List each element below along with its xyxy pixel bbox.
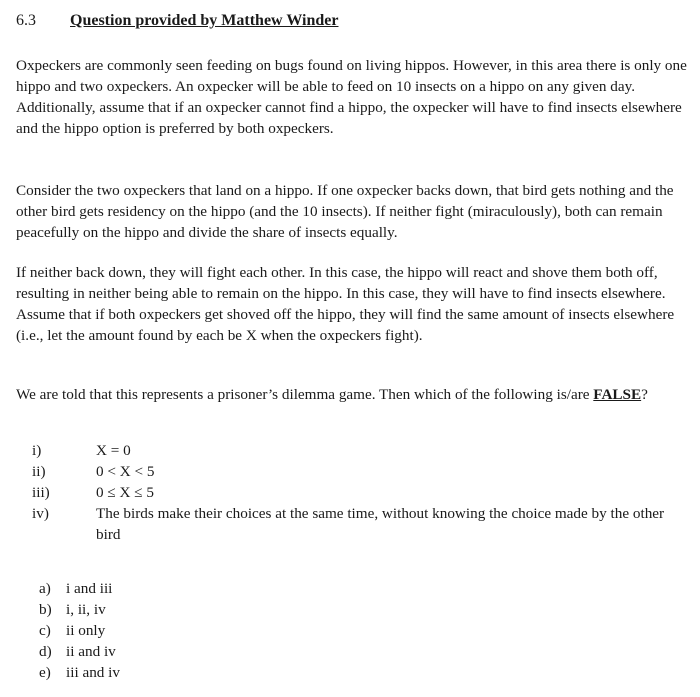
paragraph-intro: Oxpeckers are commonly seen feeding on bugs found on living hippos. However, in this area there is only one hippo and two oxpeckers. An oxpecker will be able to feed on 10 insects on a hippo on any given day. Additionally, assume that if an oxpecker cannot find a hippo, the oxpecker will have to find insects elsewhere and the hippo option is preferred by both oxpeckers. bbox=[16, 57, 687, 137]
statement-label: i) bbox=[32, 442, 42, 459]
option-label: c) bbox=[39, 622, 51, 639]
question-emphasis: FALSE bbox=[593, 386, 642, 403]
question-heading bbox=[16, 12, 338, 30]
option-label: e) bbox=[39, 664, 51, 681]
statement-text: The birds make their choices at the same time, without knowing the choice made by the other bird bbox=[96, 505, 665, 543]
answer-option bbox=[39, 662, 120, 683]
answer-option bbox=[39, 620, 105, 641]
option-text: iii and iv bbox=[66, 664, 120, 681]
answer-option bbox=[39, 599, 106, 620]
option-text: ii only bbox=[66, 622, 106, 639]
option-label: b) bbox=[39, 601, 52, 618]
question-text: We are told that this represents a prisoner’s dilemma game. Then which of the following is/are bbox=[16, 386, 590, 403]
option-label: d) bbox=[39, 643, 52, 660]
option-text: i, ii, iv bbox=[66, 601, 106, 618]
answer-option bbox=[39, 578, 112, 599]
option-label: a) bbox=[39, 580, 51, 597]
statement-label: ii) bbox=[32, 463, 46, 480]
statement-text: X = 0 bbox=[96, 442, 131, 459]
question-prompt bbox=[16, 384, 692, 405]
paragraph-scenario: Consider the two oxpeckers that land on a hippo. If one oxpecker backs down, that bird gets nothing and the other bird gets residency on the hippo (and the 10 insects). If neither fight (miraculously), both can remain peacefully on the hippo and divide the share of insects equally. bbox=[16, 182, 674, 241]
statement-text: 0 < X < 5 bbox=[96, 463, 155, 480]
answer-option bbox=[39, 641, 116, 662]
option-text: i and iii bbox=[66, 580, 113, 597]
statement-label: iii) bbox=[32, 484, 50, 501]
question-suffix: ? bbox=[641, 386, 648, 403]
question-number: 6.3 bbox=[16, 12, 36, 29]
statement-label: iv) bbox=[32, 505, 49, 522]
paragraph-fight: If neither back down, they will fight each other. In this case, the hippo will react and shove them both off, resulting in neither being able to remain on the hippo. In this case, they will have to find insects elsewhere. Assume that if both oxpeckers get shoved off the hippo, they will find the same amount of insects elsewhere (i.e., let the amount found by each be X when the oxpeckers fight). bbox=[16, 264, 675, 344]
option-text: ii and iv bbox=[66, 643, 116, 660]
statement-text: 0 ≤ X ≤ 5 bbox=[96, 484, 155, 501]
question-title: Question provided by Matthew Winder bbox=[70, 12, 339, 29]
